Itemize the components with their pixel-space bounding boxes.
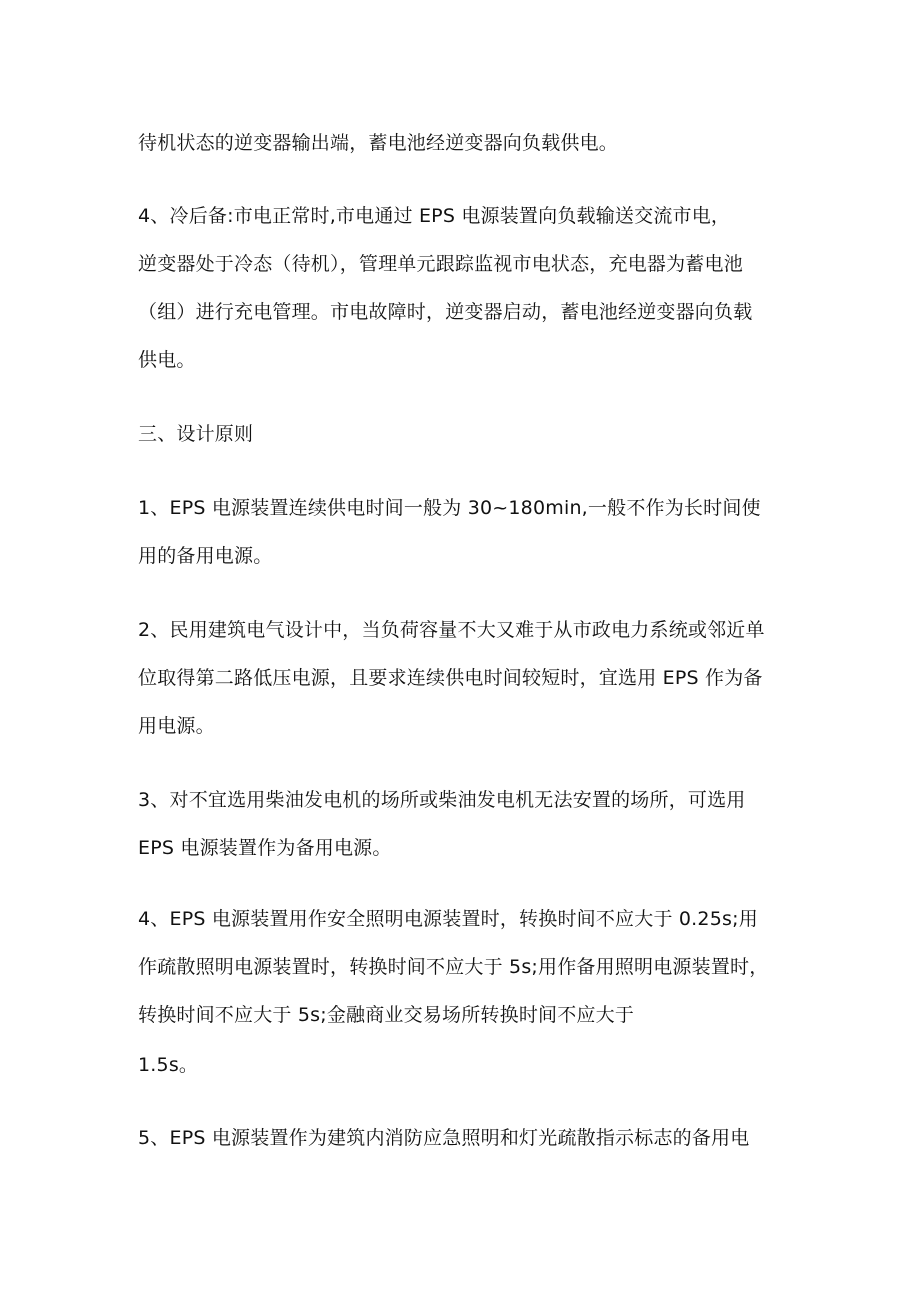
text-line: 1、EPS 电源装置连续供电时间一般为 30~180min,一般不作为长时间使 — [138, 497, 761, 519]
text-line: 3、对不宜选用柴油发电机的场所或柴油发电机无法安置的场所，可选用 — [138, 789, 746, 811]
text-line: 逆变器处于冷态（待机），管理单元跟踪监视市电状态，充电器为蓄电池 — [138, 253, 743, 275]
text-line: 2、民用建筑电气设计中，当负荷容量不大又难于从市政电力系统或邻近单 — [138, 619, 765, 641]
text-line: （组）进行充电管理。市电故障时，逆变器启动，蓄电池经逆变器向负载 — [138, 301, 753, 323]
text-line: 1.5s。 — [138, 1054, 199, 1076]
text-line: 用的备用电源。 — [138, 545, 273, 567]
section-heading: 三、设计原则 — [138, 423, 254, 445]
text-line: 待机状态的逆变器输出端，蓄电池经逆变器向负载供电。 — [138, 132, 619, 154]
text-line: 4、冷后备:市电正常时,市电通过 EPS 电源装置向负载输送交流市电， — [138, 205, 731, 227]
text-line: 5、EPS 电源装置作为建筑内消防应急照明和灯光疏散指示标志的备用电 — [138, 1127, 750, 1149]
text-line: 位取得第二路低压电源，且要求连续供电时间较短时，宜选用 EPS 作为备 — [138, 667, 763, 689]
text-line: 作疏散照明电源装置时，转换时间不应大于 5s;用作备用照明电源装置时， — [138, 956, 769, 978]
text-line: EPS 电源装置作为备用电源。 — [138, 837, 392, 859]
text-line: 转换时间不应大于 5s;金融商业交易场所转换时间不应大于 — [138, 1004, 635, 1026]
text-line: 用电源。 — [138, 715, 215, 737]
text-line: 供电。 — [138, 349, 196, 371]
text-line: 4、EPS 电源装置用作安全照明电源装置时，转换时间不应大于 0.25s;用 — [138, 908, 758, 930]
